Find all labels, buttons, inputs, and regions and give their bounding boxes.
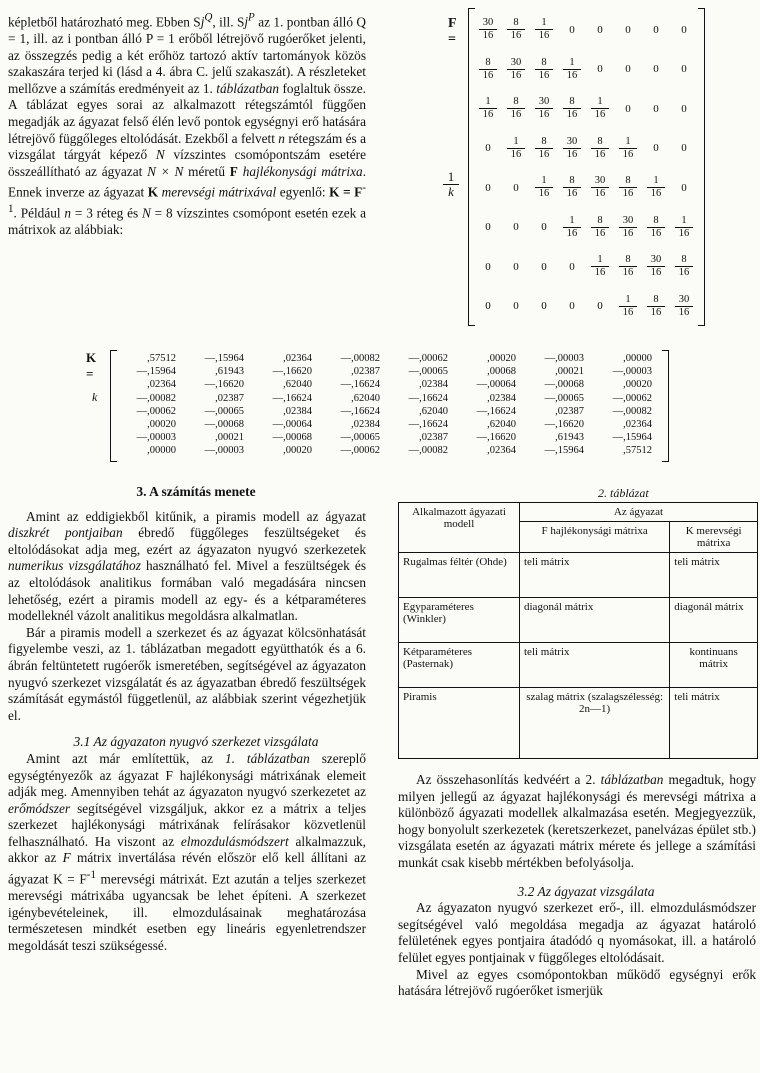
k-matrix-cell: ,00000 (147, 445, 176, 457)
f-matrix-cell: 0 (485, 181, 491, 194)
f-matrix-grid (474, 10, 698, 326)
f-matrix-cell: 30 16 (558, 129, 586, 169)
cell-model: Egyparaméteres (Winkler) (399, 598, 520, 643)
f-matrix-cell: 1 16 (670, 208, 698, 248)
k-matrix-cell: —,00068 (204, 418, 244, 430)
paragraph-5: Az ágyazaton nyugvó szerkezet erő-, ill. elmozdulásmódszer segítségével való megoldása megadja az ágyazat határoló felületének egyes pontjaira átadódó q nyomásokat, ill. a határoló felület egyes pontjainak v függőleges eltolódásait. (398, 900, 756, 965)
cell-k: teli mátrix (670, 553, 758, 598)
f-matrix-cell: 0 (569, 300, 575, 313)
k-matrix-cell: —,00062 (408, 353, 448, 364)
k-matrix-grid (116, 352, 660, 458)
f-matrix-cell: 0 (681, 102, 687, 115)
f-matrix-cell: 0 (681, 142, 687, 155)
k-matrix-cell: —,15964 (612, 432, 652, 444)
k-matrix-cell: —,16624 (340, 379, 380, 391)
f-matrix-cell: 0 (485, 221, 491, 234)
k-matrix-cell: ,00068 (487, 366, 516, 378)
paragraph-2: Bár a piramis modell a szerkezet és az ágyazat kölcsönhatását figyelembe veszi, az 1. táblázatban megadott együtthatók és a 6. ábrán feltüntetett rugóerők ismeretében, segítségével az ágyazaton nyugvó szerkezet vizsgálatát és az ágyazatban ébredő feszültségek számítását egymástól függetlenül, az alábbiak szerint végezhetjük el. (8, 624, 366, 723)
k-matrix-cell: —,00065 (544, 392, 584, 404)
f-matrix-cell: 8 16 (614, 168, 642, 208)
k-matrix-right-bracket (662, 350, 669, 462)
left-top-column (8, 10, 366, 239)
subsection-heading-2: 3.2 Az ágyazat vizsgálata (517, 883, 655, 899)
f-matrix-cell: 8 16 (558, 168, 586, 208)
cell-f: diagonál mátrix (520, 598, 670, 643)
cell-k: diagonál mátrix (670, 598, 758, 643)
comparison-table (398, 502, 758, 759)
k-matrix-cell: —,00068 (272, 432, 312, 444)
k-matrix-cell: —,00062 (340, 445, 380, 457)
f-matrix-cell: 1 16 (586, 247, 614, 287)
f-matrix-cell: 0 (653, 23, 659, 36)
k-matrix-cell: ,57512 (147, 353, 176, 364)
f-matrix-cell: 30 16 (670, 287, 698, 327)
k-matrix-cell: ,02387 (419, 432, 448, 444)
cell-k: teli mátrix (670, 688, 758, 759)
f-matrix-cell: 8 16 (670, 247, 698, 287)
f-matrix-cell: 0 (625, 102, 631, 115)
k-matrix-cell: ,00021 (215, 432, 244, 444)
k-matrix-cell: —,00064 (476, 379, 516, 391)
section-heading: 3. A számítás menete (136, 484, 256, 499)
f-matrix-cell: 0 (513, 181, 519, 194)
f-matrix-cell: 1 16 (530, 10, 558, 50)
k-matrix-cell: —,16620 (544, 418, 584, 430)
right-bottom-column (398, 772, 756, 1000)
f-matrix-cell: 8 16 (530, 50, 558, 90)
k-matrix-cell: ,62040 (283, 379, 312, 391)
k-matrix-label: K = (86, 350, 97, 381)
k-matrix-cell: ,61943 (215, 366, 244, 378)
f-matrix-cell: 8 16 (642, 287, 670, 327)
f-matrix-cell: 30 16 (586, 168, 614, 208)
paragraph-6: Mivel az egyes csomópontokban működő egységnyi erők hatására létrejövő rugóerőket ismerjük (398, 966, 756, 999)
k-matrix-cell: ,00020 (283, 445, 312, 457)
cell-model: Kétparaméteres (Pasternak) (399, 643, 520, 688)
cell-f: szalag mátrix (szalagszélesség: 2n—1) (520, 688, 670, 759)
subsection-heading: 3.1 Az ágyazaton nyugvó szerkezet vizsgálata (73, 734, 319, 750)
f-matrix-prefactor: $\frac{1}{k}$ (443, 170, 459, 199)
k-matrix-cell: ,62040 (419, 405, 448, 417)
f-matrix-cell: 1 16 (474, 89, 502, 129)
k-matrix-cell: —,00082 (612, 405, 652, 417)
table-row (399, 598, 758, 643)
k-matrix-cell: ,62040 (487, 418, 516, 430)
k-matrix-cell: —,16624 (340, 405, 380, 417)
k-matrix-cell: —,00082 (340, 353, 380, 364)
k-matrix-cell: —,00082 (136, 392, 176, 404)
f-matrix-cell: 0 (597, 63, 603, 76)
k-matrix-cell: ,00020 (147, 418, 176, 430)
k-matrix-cell: —,16620 (476, 432, 516, 444)
k-matrix-factor: k (92, 390, 98, 404)
f-matrix-cell: 30 16 (530, 89, 558, 129)
k-matrix-cell: —,00065 (408, 366, 448, 378)
f-matrix-cell: 0 (485, 142, 491, 155)
k-matrix-cell: ,02364 (283, 353, 312, 364)
header-f: F hajlékonysági mátrixa (520, 522, 670, 553)
cell-model: Piramis (399, 688, 520, 759)
header-k: K merevségi mátrixa (670, 522, 758, 553)
table-caption: 2. táblázat (598, 486, 649, 500)
f-matrix-cell: 0 (653, 142, 659, 155)
k-matrix-cell: ,61943 (555, 432, 584, 444)
k-matrix-cell: —,00062 (612, 392, 652, 404)
f-matrix-cell: 0 (541, 221, 547, 234)
f-matrix-cell: 1 16 (586, 89, 614, 129)
f-matrix-cell: 8 16 (530, 129, 558, 169)
f-matrix-cell: 1 16 (558, 208, 586, 248)
k-matrix-cell: ,02364 (147, 379, 176, 391)
k-matrix-cell: ,02364 (623, 418, 652, 430)
f-matrix-cell: 0 (625, 23, 631, 36)
k-matrix-cell: —,00003 (204, 445, 244, 457)
f-matrix-cell: 8 16 (586, 208, 614, 248)
k-matrix-cell: ,00021 (555, 366, 584, 378)
f-matrix-cell: 30 16 (614, 208, 642, 248)
f-matrix-cell: 0 (513, 221, 519, 234)
f-matrix-cell: 0 (681, 23, 687, 36)
k-matrix-cell: —,00065 (340, 432, 380, 444)
f-matrix-cell: 8 16 (642, 208, 670, 248)
header-group: Az ágyazat (520, 503, 758, 522)
k-matrix-cell: —,15964 (136, 366, 176, 378)
cell-k: kontinuans mátrix (670, 643, 758, 688)
k-matrix-cell: ,02364 (487, 445, 516, 457)
f-matrix-cell: 0 (569, 260, 575, 273)
k-matrix-cell: —,00082 (408, 445, 448, 457)
f-matrix-cell: 0 (569, 23, 575, 36)
f-matrix-cell: 0 (597, 300, 603, 313)
k-matrix-cell: —,15964 (544, 445, 584, 457)
k-matrix-cell: ,02387 (351, 366, 380, 378)
f-matrix-cell: 8 16 (474, 50, 502, 90)
header-model: Alkalmazott ágyazati modell (399, 503, 520, 553)
f-matrix-cell: 0 (485, 300, 491, 313)
k-matrix-cell: —,00003 (544, 353, 584, 364)
k-matrix-cell: —,16624 (272, 392, 312, 404)
paragraph-4: Az összehasonlítás kedvéért a 2. táblázatban megadtuk, hogy milyen jellegű az ágyazat hajlékonysági és merevségi mátrixa a különböző ágyazati modellek alkalmazása esetén. Megjegyezzük, hogy bonyolult szerkezetek (keretszerkezet, panelvázas épület stb.) vizsgálata esetén az ágyazati mátrix mérete és jellege a számítási munkát csak kisebb mértékben befolyásolja. (398, 772, 756, 870)
k-matrix-cell: ,02387 (215, 392, 244, 404)
k-matrix-cell: ,00020 (487, 353, 516, 364)
k-matrix-cell: —,00062 (136, 405, 176, 417)
k-matrix-cell: —,16624 (408, 418, 448, 430)
f-matrix-cell: 1 16 (530, 168, 558, 208)
k-matrix-cell: ,02384 (283, 405, 312, 417)
k-matrix-cell: ,02384 (487, 392, 516, 404)
f-matrix-cell: 8 16 (558, 89, 586, 129)
cell-f: teli mátrix (520, 553, 670, 598)
k-matrix-cell: —,16620 (272, 366, 312, 378)
f-matrix-cell: 30 16 (502, 50, 530, 90)
f-matrix-cell: 8 16 (502, 10, 530, 50)
f-matrix-cell: 0 (653, 102, 659, 115)
k-matrix-cell: —,15964 (204, 353, 244, 364)
f-matrix-cell: 30 16 (642, 247, 670, 287)
k-matrix-cell: ,62040 (351, 392, 380, 404)
paragraph-3: Amint azt már említettük, az 1. táblázatban szereplő egységtényezők az ágyazat F hajlékonysági mátrixának elemeit adják meg. Amennyiben tehát az ágyazaton nyugvó szerkezetet az erőmódszer segítségével vizsgáljuk, akkor ez a mátrix a teljes szerkezet hajlékonysági mátrixának felírásakor közvetlenül felhasználható. Ha viszont az elmozdulásmódszert alkalmazzuk, akkor az F mátrix invertálása révén először elő kell állítani az ágyazat $K = F^{-1}$ merevségi mátrixát. Ezt azután a teljes szerkezet merevségi mátrixába ugyancsak be lehet építeni. A szerkezet igénybevételeinek, ill. elmozdulásainak meghatározása természetesen mindkét esetben egy lineáris egyenletrendszer megoldását teszi szükségessé. (8, 750, 366, 953)
f-matrix-cell: 1 16 (558, 50, 586, 90)
k-matrix-cell: ,02384 (351, 418, 380, 430)
f-matrix-cell: 0 (513, 260, 519, 273)
f-matrix-cell: 0 (485, 260, 491, 273)
k-matrix-cell: —,16620 (204, 379, 244, 391)
paragraph-1: Amint az eddigiekből kitűnik, a piramis modell az ágyazat diszkrét pontjaiban ébredő függőleges feszültségeket és eltolódásokat adja meg, ezért az ágyazaton nyugvó szerkezetek numerikus vizsgálatához használható fel. Mivel a feszültségek és az eltolódások analitikus formában való megadására nincsen lehetőség, ezért a piramis modell az egy- és a kétparaméteres modelleknél vázolt analitikus megoldásra alkalmatlan. (8, 508, 366, 624)
k-matrix-cell: ,00000 (623, 353, 652, 364)
f-matrix-cell: 1 16 (614, 287, 642, 327)
k-matrix-cell: —,00003 (612, 366, 652, 378)
f-matrix-cell: 8 16 (614, 247, 642, 287)
f-matrix-cell: 0 (541, 300, 547, 313)
k-matrix-cell: —,16624 (476, 405, 516, 417)
k-matrix-cell: —,00068 (544, 379, 584, 391)
k-matrix-cell: ,00020 (623, 379, 652, 391)
k-matrix-cell: ,02387 (555, 405, 584, 417)
f-matrix-cell: 0 (681, 181, 687, 194)
f-matrix-cell: 8 16 (586, 129, 614, 169)
cell-model: Rugalmas féltér (Ohde) (399, 553, 520, 598)
cell-f: teli mátrix (520, 643, 670, 688)
f-matrix-cell: 8 16 (502, 89, 530, 129)
k-matrix-cell: —,00003 (136, 432, 176, 444)
f-matrix-label: F = (448, 16, 457, 47)
left-bottom-column (8, 484, 366, 954)
k-matrix-cell: ,57512 (623, 445, 652, 457)
table-row (399, 643, 758, 688)
f-matrix-cell: 30 16 (474, 10, 502, 50)
table-row (399, 553, 758, 598)
f-matrix-cell: 1 16 (502, 129, 530, 169)
f-matrix-cell: 0 (681, 63, 687, 76)
k-matrix-cell: —,16624 (408, 392, 448, 404)
f-matrix-cell: 1 16 (614, 129, 642, 169)
f-matrix-cell: 0 (653, 63, 659, 76)
intro-paragraph: képletből határozható meg. Ebben $Sj^Q$, ill. $Sj^P$ az 1. pontban álló Q = 1, ill. az i pontban álló P = 1 erőből létrejövő rugóerőket jelenti, az összegzés pedig a két erőhöz tartozó aktív tartományok közös szakaszára terjed ki (lásd a 4. ábra C. jelű szakaszát). A részleteket mellőzve a számítás eredményeit az 1. táblázatban foglaltuk össze. A táblázat egyes sorai az alkalmazott rétegszámtól függően megadják az ágyazat felső élén levő pontok egységnyi erő hatására létrejövő függőleges eltolódását. Ezekből a felvett n rétegszám és a vizsgálat tárgyát képező N vízszintes csomópontszám esetére összeállítható az ágyazat N × N méretű F hajlékonysági mátrixa. Ennek inverze az ágyazat K merevségi mátrixával egyenlő: $K = F^{-1}$. Például n = 3 réteg és N = 8 vízszintes csomópont esetén ezek a mátrixok az alábbiak: (8, 12, 367, 238)
f-matrix-cell: 0 (625, 63, 631, 76)
f-matrix-cell: 0 (513, 300, 519, 313)
k-matrix-cell: —,00064 (272, 418, 312, 430)
f-matrix-right-bracket (698, 8, 705, 326)
f-matrix-cell: 0 (541, 260, 547, 273)
k-matrix-cell: ,02384 (419, 379, 448, 391)
k-matrix-cell: —,00065 (204, 405, 244, 417)
f-matrix-cell: 0 (597, 23, 603, 36)
table-row (399, 688, 758, 759)
f-matrix-cell: 1 16 (642, 168, 670, 208)
